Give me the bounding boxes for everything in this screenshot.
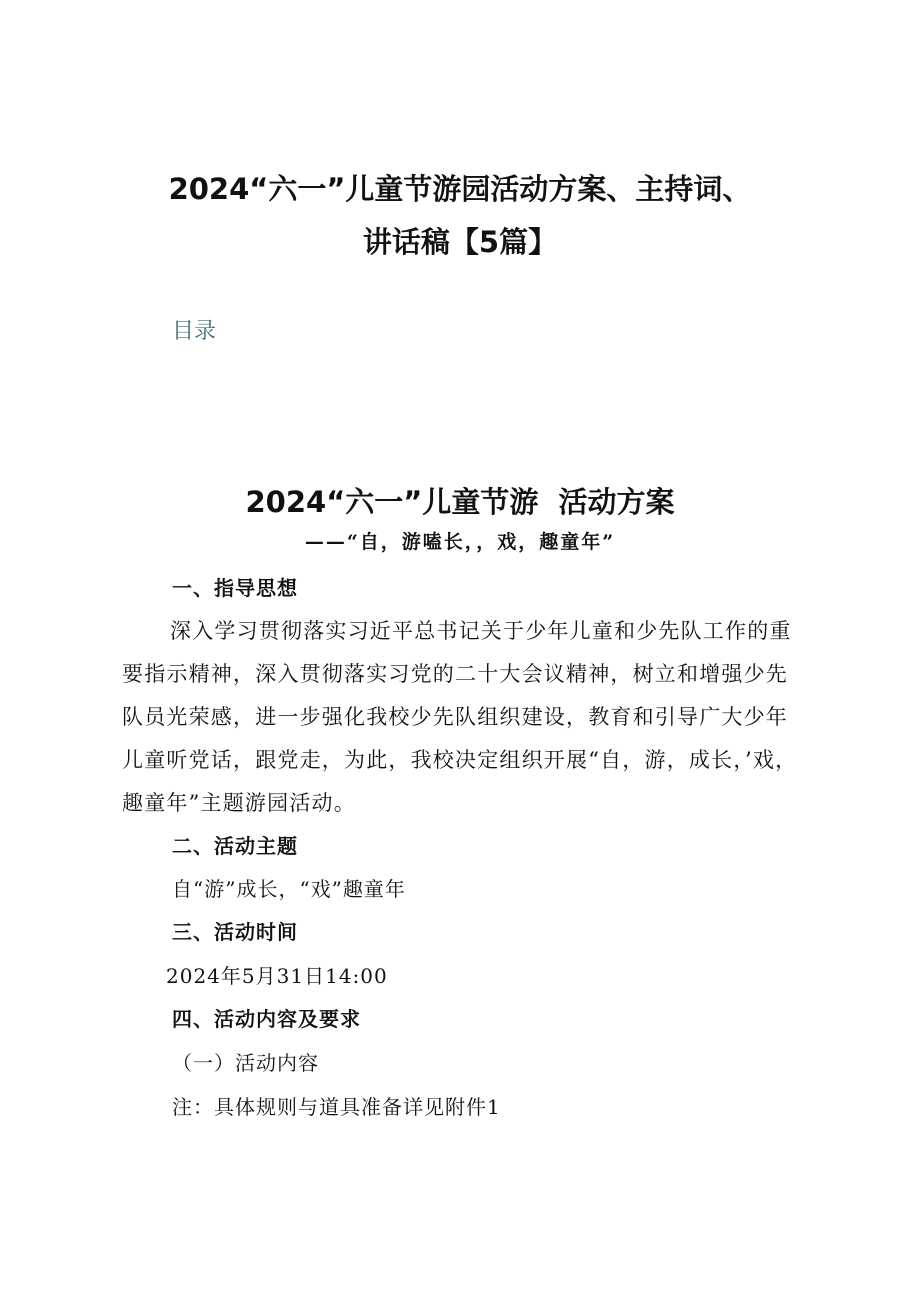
heading-activity-time: 三、活动时间 <box>172 920 298 944</box>
heading-guiding-ideology: 一、指导思想 <box>172 576 298 600</box>
heading-activity-theme: 二、活动主题 <box>172 834 298 858</box>
section-subtitle: ——“自，游嗑长，，戏，趣童年” <box>304 531 616 553</box>
activity-time-text: 2024年5月31日14:00 <box>166 964 388 988</box>
note-text: 注：具体规则与道具准备详见附件1 <box>172 1095 501 1119</box>
sub-heading-activity-content: （一）活动内容 <box>172 1051 319 1075</box>
activity-theme-text: 自“游”成长，“戏”趣童年 <box>172 877 406 901</box>
document-title-line2: 讲话稿【5篇】 <box>362 225 558 259</box>
document-title-line1: 2024“六一”儿童节游园活动方案、主持词、 <box>168 172 752 206</box>
paragraph-guiding-ideology: 深入学习贯彻落实习近平总书记关于少年儿童和少先队工作的重要指示精神，深入贯彻落实习党的二十大会议精神，树立和增强少先队员光荣感，进一步强化我校少先队组织建设，教育和引导广大少年儿童听党话，跟党走，为此，我校决定组织开展“自，游，成长，’戏，趣童年”主题游园活动。 <box>122 619 798 815</box>
section-title: 2024“六一”儿童节游 活动方案 <box>245 485 675 519</box>
table-of-contents-link[interactable]: 目录 <box>172 319 217 344</box>
heading-activity-content: 四、活动内容及要求 <box>172 1007 361 1031</box>
